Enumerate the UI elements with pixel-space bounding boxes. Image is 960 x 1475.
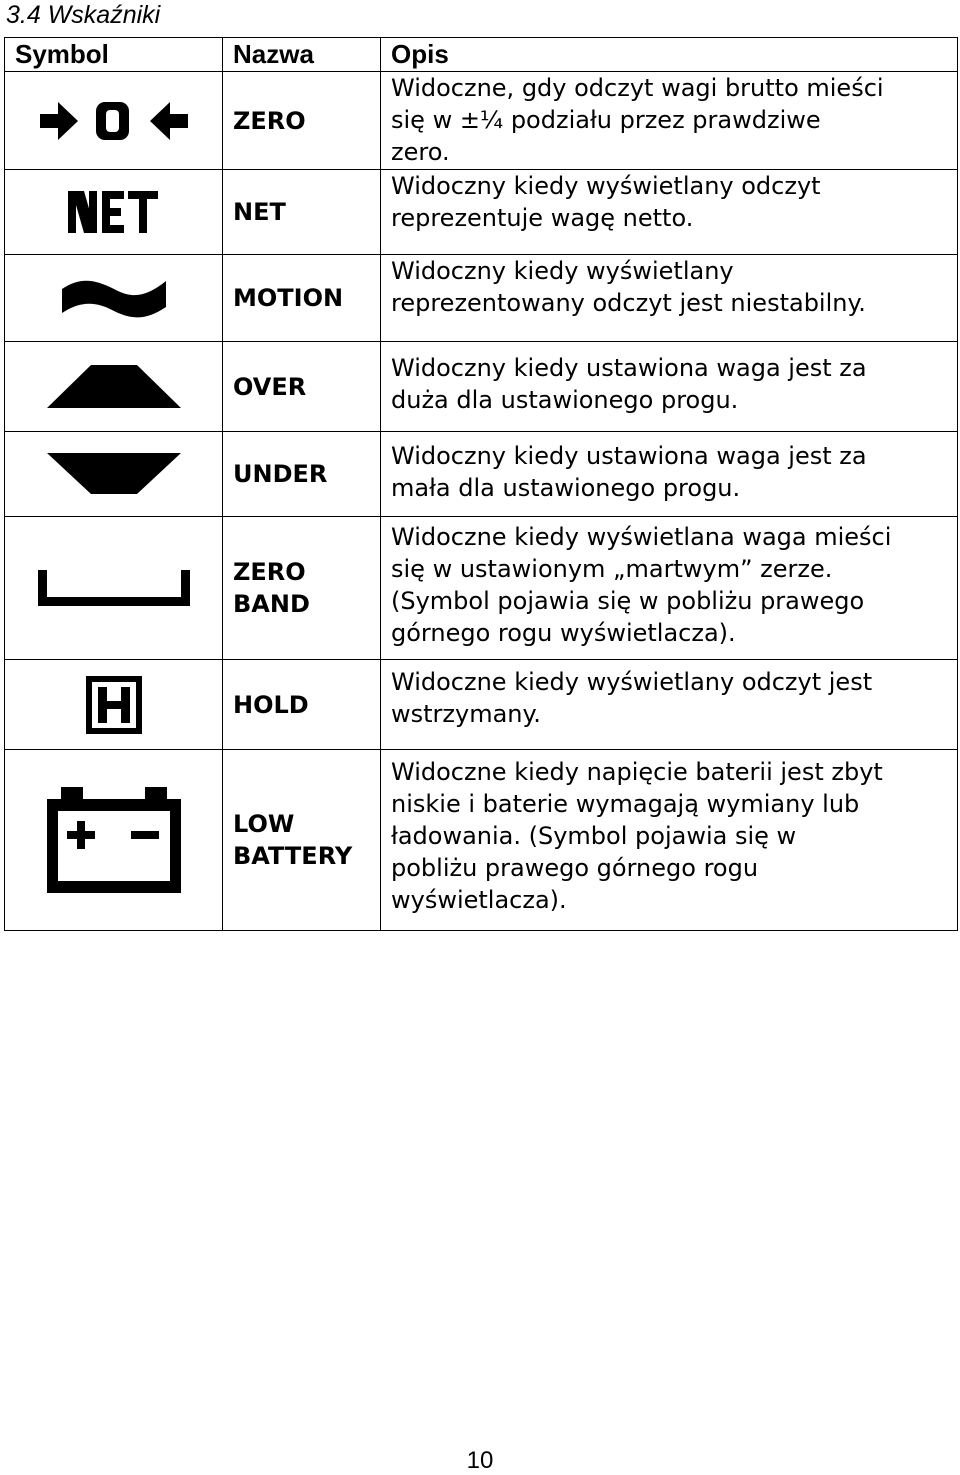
description-cell: [381, 255, 958, 342]
table-row: [5, 660, 958, 750]
indicators-table: [4, 37, 958, 931]
section-title: 3.4 Wskaźniki: [6, 1, 161, 29]
name-cell: [223, 170, 381, 255]
desc-line: (Symbol pojawia się w pobliżu prawego: [391, 587, 865, 615]
desc-line: Widoczne, gdy odczyt wagi brutto mieści: [391, 74, 884, 102]
desc-line: wstrzymany.: [391, 700, 541, 728]
zero-band-bracket-icon: [38, 570, 190, 606]
name-line: ZERO: [233, 558, 306, 586]
symbol-cell: [5, 255, 223, 342]
name-line: LOW: [233, 810, 295, 838]
desc-line: reprezentuje wagę netto.: [391, 204, 694, 232]
name-cell: [223, 517, 381, 660]
battery-icon: [47, 787, 181, 893]
header-desc: Opis: [381, 38, 958, 72]
zero-arrows-icon: [38, 99, 190, 143]
header-name: Nazwa: [223, 38, 381, 72]
name-line: MOTION: [233, 284, 344, 312]
over-triangle-icon: [47, 362, 181, 412]
description-cell: [381, 750, 958, 931]
desc-line: wyświetlacza).: [391, 886, 567, 914]
desc-line: się w ±¼ podziału przez prawdziwe: [391, 106, 821, 134]
desc-line: mała dla ustawionego progu.: [391, 474, 741, 502]
desc-line: Widoczne kiedy wyświetlany odczyt jest: [391, 668, 873, 696]
name-line: OVER: [233, 372, 307, 401]
desc-line: Widoczny kiedy wyświetlany odczyt: [391, 172, 821, 200]
under-triangle-icon: [47, 450, 181, 498]
name-cell: [223, 255, 381, 342]
table-row: [5, 342, 958, 432]
page-number: 10: [466, 1447, 494, 1474]
desc-line: niskie i baterie wymagają wymiany lub: [391, 790, 860, 818]
description-cell: [381, 342, 958, 432]
desc-line: górnego rogu wyświetlacza).: [391, 619, 736, 647]
desc-line: Widoczny kiedy wyświetlany: [391, 257, 734, 285]
hold-h-icon: [86, 676, 142, 734]
symbol-cell: [5, 72, 223, 170]
symbol-cell: [5, 660, 223, 750]
desc-line: duża dla ustawionego progu.: [391, 386, 739, 414]
desc-line: Widoczny kiedy ustawiona waga jest za: [391, 354, 867, 382]
name-line: BAND: [233, 590, 310, 618]
net-icon: [68, 189, 160, 235]
table-header-row: [5, 38, 958, 72]
symbol-cell: [5, 170, 223, 255]
name-cell: [223, 660, 381, 750]
symbol-cell: [5, 750, 223, 931]
desc-line: Widoczne kiedy napięcie baterii jest zbyt: [391, 758, 883, 786]
table-row: [5, 72, 958, 170]
description-cell: [381, 72, 958, 170]
description-cell: [381, 660, 958, 750]
table-row: [5, 517, 958, 660]
desc-line: reprezentowany odczyt jest niestabilny.: [391, 289, 866, 317]
name-cell: [223, 432, 381, 517]
motion-wave-icon: [60, 275, 168, 321]
name-line: HOLD: [233, 690, 309, 719]
table-row: [5, 170, 958, 255]
name-line: UNDER: [233, 460, 328, 488]
description-cell: [381, 170, 958, 255]
symbol-cell: [5, 342, 223, 432]
description-cell: [381, 517, 958, 660]
name-cell: [223, 750, 381, 931]
symbol-cell: [5, 432, 223, 517]
desc-line: ładowania. (Symbol pojawia się w: [391, 822, 797, 850]
desc-line: Widoczny kiedy ustawiona waga jest za: [391, 442, 867, 470]
name-line: BATTERY: [233, 842, 353, 870]
symbol-cell: [5, 517, 223, 660]
desc-line: zero.: [391, 138, 450, 166]
name-cell: [223, 342, 381, 432]
desc-line: Widoczne kiedy wyświetlana waga mieści: [391, 523, 892, 551]
table-row: [5, 255, 958, 342]
table-row: [5, 432, 958, 517]
table-row: [5, 750, 958, 931]
desc-line: się w ustawionym „martwym” zerze.: [391, 555, 833, 583]
name-line: NET: [233, 198, 286, 226]
name-line: ZERO: [233, 106, 306, 135]
description-cell: [381, 432, 958, 517]
header-symbol: Symbol: [5, 38, 223, 72]
desc-line: pobliżu prawego górnego rogu: [391, 854, 759, 882]
name-cell: [223, 72, 381, 170]
